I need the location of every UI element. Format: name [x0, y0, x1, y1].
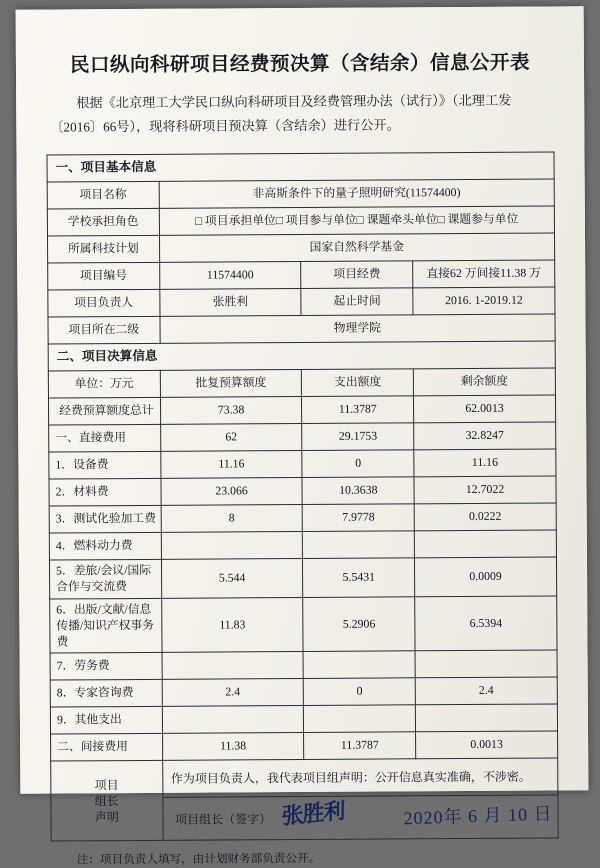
- period-value: 2016. 1-2019.12: [413, 287, 555, 315]
- budget-row-spent: 0: [302, 450, 414, 478]
- section-2-heading: 二、项目决算信息: [48, 341, 555, 371]
- project-name-value: 非高斯条件下的量子照明研究(11574400): [159, 179, 555, 208]
- unit-value: 物理学院: [160, 314, 556, 343]
- section-1-header-row: [47, 152, 554, 182]
- table-row: [47, 206, 554, 236]
- budget-row-spent: 11.3787: [302, 396, 414, 424]
- budget-row-spent: [304, 705, 416, 733]
- budget-row-name: 9．其他支出: [50, 707, 162, 735]
- budget-row-name: 6．出版/文献/信息传播/知识产权事务费: [50, 598, 162, 653]
- table-row: [48, 314, 555, 344]
- table-row: [49, 557, 556, 599]
- budget-row-spent: 10.3638: [302, 477, 414, 505]
- section-1-heading: 一、项目基本信息: [47, 152, 554, 182]
- table-row: [47, 179, 554, 209]
- budget-row-spent: 29.1753: [302, 423, 414, 451]
- footer-note: 注：项目负责人填写，由计划财务部负责公开。: [76, 852, 321, 867]
- table-row: [48, 287, 555, 317]
- period-label: 起止时间: [301, 288, 413, 316]
- document-sheet: [16, 6, 589, 867]
- budget-row-approved: 62: [160, 423, 302, 451]
- column-header-spent: 支出额度: [302, 369, 414, 397]
- declaration-label-line-3: 声明: [94, 810, 119, 825]
- budget-row-approved: 11.83: [161, 597, 303, 653]
- budget-row-approved: [162, 706, 304, 734]
- leader-label: 项目负责人: [48, 289, 160, 317]
- budget-row-approved: 11.38: [162, 733, 304, 761]
- project-code-value: 11574400: [159, 261, 301, 289]
- budget-row-approved: 5.544: [161, 558, 303, 598]
- table-row: [50, 677, 557, 707]
- budget-row-approved: 23.066: [161, 477, 303, 505]
- budget-columns-row: [48, 368, 555, 398]
- budget-row-remaining: 62.0013: [413, 395, 555, 423]
- budget-row-remaining: 0.0222: [414, 503, 556, 531]
- handwritten-signature: 张胜利: [281, 798, 345, 830]
- budget-row-remaining: 12.7022: [414, 476, 556, 504]
- budget-row-spent: 5.5431: [303, 558, 415, 598]
- budget-row-remaining: 0.0009: [414, 557, 556, 597]
- intro-line-2: 〔2016〕66号），现将科研项目预决算（含结余）进行公开。: [50, 117, 400, 135]
- budget-row-spent: 11.3787: [304, 732, 416, 760]
- budget-row-name: 7．劳务费: [50, 653, 162, 681]
- plan-label: 所属科技计划: [47, 235, 159, 263]
- budget-row-approved: [162, 652, 304, 680]
- signature-cell: [162, 795, 558, 840]
- budget-row-name: 一、直接费用: [49, 424, 161, 452]
- table-row: [49, 530, 556, 560]
- intro-paragraph: [50, 88, 550, 140]
- budget-row-approved: 11.16: [160, 450, 302, 478]
- budget-row-remaining: 0.0013: [416, 731, 558, 759]
- plan-value: 国家自然科学基金: [159, 233, 555, 262]
- budget-row-name: 8．专家咨询费: [50, 680, 162, 708]
- budget-row-approved: 2.4: [162, 679, 304, 707]
- unit-label: 项目所在二级: [48, 316, 160, 344]
- budget-row-name: 4．燃料动力费: [49, 532, 161, 560]
- page-title: 民口纵向科研项目经费预决算（含结余）信息公开表: [69, 52, 531, 77]
- budget-row-spent: [303, 531, 415, 559]
- budget-row-spent: [304, 651, 416, 679]
- section-2-header-row: [48, 341, 555, 371]
- funding-value: 直接62 万间接11.38 万: [413, 260, 555, 288]
- budget-row-remaining: [415, 650, 557, 678]
- project-name-label: 项目名称: [47, 181, 159, 209]
- budget-row-remaining: 11.16: [414, 449, 556, 477]
- budget-row-remaining: [415, 704, 557, 732]
- budget-row-remaining: 2.4: [415, 677, 557, 705]
- intro-line-1: 根据《北京理工大学民口纵向科研项目及经费管理办法（试行）》（北理工发: [76, 92, 512, 111]
- budget-row-spent: 0: [304, 678, 416, 706]
- column-header-remaining: 剩余额度: [413, 368, 555, 396]
- handwritten-date: 2020年 6 月 10 日: [402, 803, 553, 829]
- table-row: [50, 596, 557, 654]
- table-row: [48, 395, 555, 425]
- budget-row-name: 二、间接费用: [51, 734, 163, 762]
- budget-row-spent: 5.2906: [303, 597, 415, 652]
- budget-row-approved: [161, 531, 303, 559]
- school-role-label: 学校承担角色: [47, 208, 159, 236]
- declaration-label-line-2: 组长: [94, 793, 119, 809]
- declaration-row: [51, 758, 558, 798]
- table-row: [51, 731, 558, 761]
- info-table: [46, 151, 558, 842]
- table-row: [49, 422, 556, 452]
- budget-row-remaining: [414, 530, 556, 558]
- column-header-unit: 单位：万元: [48, 370, 160, 398]
- column-header-approved: 批复预算额度: [160, 369, 302, 397]
- budget-row-spent: 7.9778: [303, 504, 415, 532]
- table-row: [49, 449, 556, 479]
- budget-row-remaining: 6.5394: [415, 596, 557, 652]
- budget-row-approved: 8: [161, 504, 303, 532]
- declaration-text: 作为项目负责人，我代表项目组声明：公开信息真实准确，不涉密。: [162, 758, 558, 797]
- leader-value: 张胜利: [159, 288, 301, 316]
- table-row: [49, 503, 556, 533]
- budget-row-remaining: 32.8247: [414, 422, 556, 450]
- budget-row-name: 2．材料费: [49, 478, 161, 506]
- table-row: [47, 233, 554, 263]
- budget-row-name: 3．测试化验加工费: [49, 505, 161, 533]
- table-row: [50, 704, 557, 734]
- signature-label: 项目组长（签字）: [175, 812, 272, 828]
- declaration-label: [51, 761, 163, 842]
- declaration-label-line-1: 项目: [94, 777, 119, 792]
- school-role-value: □ 项目承担单位□ 项目参与单位□ 课题牵头单位□ 课题参与单位: [159, 206, 555, 235]
- budget-row-name: 1．设备费: [49, 451, 161, 479]
- table-row: [48, 260, 555, 290]
- budget-row-name: 经费预算额度总计: [48, 397, 160, 425]
- table-row: [49, 476, 556, 506]
- budget-row-approved: 73.38: [160, 396, 302, 424]
- project-code-label: 项目编号: [48, 262, 160, 290]
- budget-row-name: 5．差旅/会议/国际合作与交流费: [49, 559, 161, 599]
- funding-label: 项目经费: [301, 261, 413, 289]
- document-content: [46, 46, 559, 868]
- table-row: [50, 650, 557, 680]
